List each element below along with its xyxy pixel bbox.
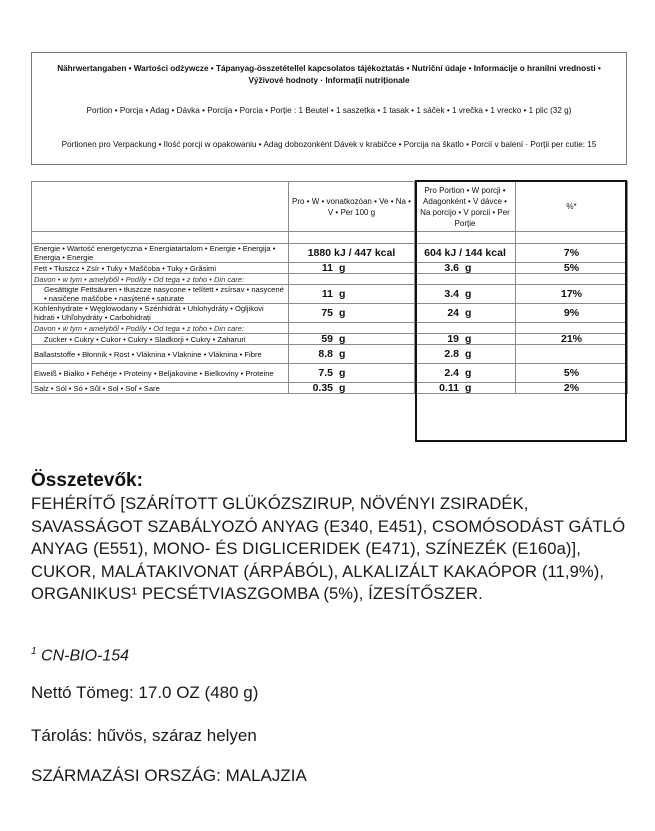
net-weight: Nettó Tömeg: 17.0 OZ (480 g) [31,683,259,702]
row-label: Ballaststoffe • Błonnik • Rost • Vláknina • Vlaknine • Vláknina • Fibre [32,345,289,364]
header-per-portion: Pro Portion • W porcji • Adagonként • V dávce • Na porcijo • V porcii • Per Porție [415,182,516,232]
storage-instructions: Tárolás: hűvös, száraz helyen [31,726,257,745]
unit: g [465,306,472,319]
footnote-mark: 1 [31,646,37,657]
unit: g [339,347,346,360]
value-per-100g: 11 [321,287,333,300]
unit: g [465,366,472,379]
value-percent: 5% [516,263,628,274]
header-per-100g: Pro • W • vonatkozóan • Ve • Na • V • Per 100 g [289,182,415,232]
table-row-sugars [32,334,628,345]
value-per-portion: 0.11 [439,381,459,394]
row-label: Eiweiß • Białko • Fehérje • Proteiny • Beljakovine • Bielkoviny • Proteine [32,364,289,383]
table-row-fibre [32,345,628,364]
footnote-text: CN-BIO-154 [41,647,130,665]
value-percent: 5% [516,364,628,383]
nutrition-title: Nährwertangaben • Wartości odżywcze • Tápanyag-összetétellel kapcsolatos tájékoztatás • Nutriční údaje • Informacije o hranilni vrednosti • Výživové hodnoty · Informații nutriționale [57,64,601,85]
row-label: Salz • Sól • Só • Sůl • Sol • Soľ • Sare [32,383,289,394]
row-label: Energie • Wartość energetyczna • Energiatartalom • Energie • Energija • Energia • Energie [32,244,289,263]
table-row-carbohydrates [32,304,628,323]
table-header-row [32,182,628,232]
value-per-100g: 59 [321,332,333,345]
row-label: Zucker • Cukry • Cukor • Cukry • Sladkorji • Cukry • Zaharuri [32,334,289,345]
value-per-100g: 8.8 [318,347,333,360]
table-row-fat [32,263,628,274]
ingredients-title: Összetevők: [31,470,143,491]
row-label: Davon • w tym • amelyből • Podíly • Od tega • z toho • Din care: [32,274,289,285]
table-row-of-which [32,323,628,334]
value-percent [516,345,628,364]
table-row-saturates [32,285,628,304]
unit: g [339,366,346,379]
unit: g [339,261,346,274]
nutrition-header-box [31,52,627,165]
unit: g [465,261,472,274]
value-per-portion: 3.4 [444,287,459,300]
table-row-salt [32,383,628,394]
value-per-portion: 24 [447,306,459,319]
unit: g [465,381,472,394]
value-percent: 17% [516,285,628,304]
portion-size: Portion • Porcja • Adag • Dávka • Porcija • Porcia • Porție : 1 Beutel • 1 saszetka • 1 tasak • 1 sáček • 1 vrečka • 1 vrecko • 1 plic (32 g) [86,106,572,115]
value-per-100g: 0.35 [312,381,333,394]
value-per-portion: 19 [447,332,459,345]
ingredients-text: FEHÉRÍTŐ [SZÁRÍTOTT GLÜKÓZSZIRUP, NÖVÉNYI ZSIRADÉK, SAVASSÁGOT SZABÁLYOZÓ ANYAG (E340, E451), CSOMÓSODÁST GÁTLÓ ANYAG (E551), MONO- ÉS DIGLICERIDEK (E471), SZÍNEZÉK (E160a)], CUKOR, MALÁTAKIVONAT (ÁRPÁBÓL), ALKALIZÁLT KAKAÓPOR (11,9%), ORGANIKUS¹ PECSÉTVIASZGOMBA (5%), ÍZESÍTŐSZER. [31,494,626,603]
row-label: Davon • w tym • amelyből • Podíly • Od tega • z toho • Din care: [32,323,289,334]
unit: g [465,287,472,300]
energy-per-100g: 1880 kJ / 447 kcal [289,244,415,263]
unit: g [465,347,472,360]
portions-per-pack: Portionen pro Verpackung • Ilość porcji w opakowaniu • Adag dobozonként Dávek v krabičce • Porcija na škatlo • Porcií v balení · Porții per cutie: 15 [61,140,597,149]
table-row-energy [32,244,628,263]
energy-percent: 7% [516,244,628,263]
nutrition-table [31,181,628,394]
header-percent: %* [516,182,628,232]
value-per-portion: 2.4 [444,366,459,379]
value-per-100g: 7.5 [318,366,333,379]
value-percent: 9% [516,304,628,323]
energy-per-portion: 604 kJ / 144 kcal [415,244,516,263]
unit: g [339,306,346,319]
header-empty-cell [32,182,289,232]
row-label: Fett • Tłuszcz • Zsír • Tuky • Maščoba • Tuky • Grăsimi [32,263,289,274]
unit: g [339,332,346,345]
value-per-portion: 3.6 [444,261,459,274]
unit: g [339,381,346,394]
row-label: Kohlenhydrate • Węglowodany • Szénhidrát • Uhlohydráty • Ogljikovi hidrati • Uhľohydráty • Carbohidrați [32,304,289,323]
value-per-100g: 11 [321,261,333,274]
value-per-portion: 2.8 [444,347,459,360]
value-per-100g: 75 [321,306,333,319]
table-spacer-row [32,232,628,244]
unit: g [339,287,346,300]
value-percent: 21% [516,334,628,345]
value-percent: 2% [516,383,628,394]
row-label: Gesättigte Fettsäuren • tłuszcze nasycone • telített • zsírsav • nasycené • nasičene maščobe • nasýtené • saturate [32,285,289,304]
table-row-of-which [32,274,628,285]
unit: g [465,332,472,345]
ingredients-footnote [31,646,129,665]
country-of-origin: SZÁRMAZÁSI ORSZÁG: MALAJZIA [31,766,307,785]
table-row-protein [32,364,628,383]
